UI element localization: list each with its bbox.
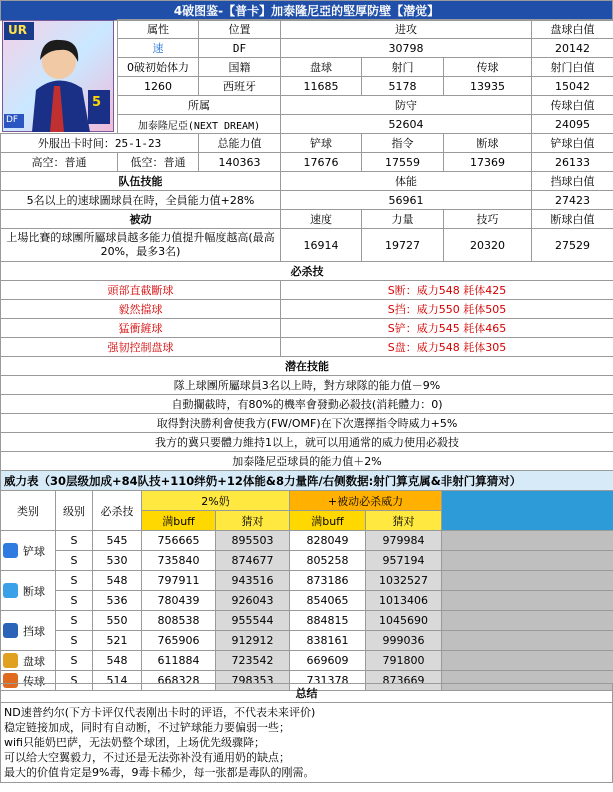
- speed-header: 速度: [281, 210, 362, 229]
- power-row-value-4: 957194: [366, 551, 442, 571]
- power-row-value-2: 943516: [216, 571, 290, 591]
- power-row-value-4: 873669: [366, 671, 442, 691]
- sub-header-3: 满buff: [290, 511, 366, 531]
- tackle-header: 铲球: [281, 134, 362, 153]
- intercept-white-header: 断球白值: [532, 210, 613, 229]
- power-row-value-1: 611884: [142, 651, 216, 671]
- power-row-spacer: [442, 571, 613, 591]
- shoot-value: 5178: [362, 77, 444, 96]
- power-row-level: S: [56, 571, 93, 591]
- sub-header-1: 满buff: [142, 511, 216, 531]
- card-position-label: DF: [6, 115, 19, 125]
- dribble-icon: [3, 653, 18, 668]
- power-row: [1, 571, 613, 591]
- power-row-value-3: 731378: [290, 671, 366, 691]
- defense-header: 防守: [281, 96, 532, 115]
- pass-header: 传球: [444, 58, 532, 77]
- power-row-value-1: 797911: [142, 571, 216, 591]
- initial-stamina-value: 1260: [118, 77, 199, 96]
- position-header: 位置: [199, 20, 281, 39]
- power-row-category: [1, 531, 56, 571]
- power-row-value-1: 808538: [142, 611, 216, 631]
- power-row-value-2: 798353: [216, 671, 290, 691]
- special-move-4-stat: S盘：威力548 耗体305: [281, 338, 613, 357]
- special-skill-label: 必杀技: [1, 262, 613, 281]
- power-row-value-4: 999036: [366, 631, 442, 651]
- high-ball-value: 高空：普通: [1, 153, 118, 172]
- attribute-value: 速: [118, 39, 199, 58]
- tackle-value: 17676: [281, 153, 362, 172]
- power-row-category: [1, 571, 56, 611]
- dribble-header: 盘球: [281, 58, 362, 77]
- power-row-move: 548: [93, 651, 142, 671]
- power-row-value-2: 723542: [216, 651, 290, 671]
- power-row-category-label: 传球: [23, 674, 45, 688]
- col-type-header: 类别: [1, 491, 56, 531]
- sub-header-4: 猜对: [366, 511, 442, 531]
- power-row: [1, 631, 613, 651]
- tackle-white-value: 26133: [532, 153, 613, 172]
- power-row-value-4: 1013406: [366, 591, 442, 611]
- stamina-value: 56961: [281, 191, 532, 210]
- nationality-value: 西班牙: [199, 77, 281, 96]
- initial-stamina-header: 0破初始体力: [118, 58, 199, 77]
- power-row-level: S: [56, 631, 93, 651]
- tackle-white-header: 铲球白值: [532, 134, 613, 153]
- card-jersey-number: 5: [92, 95, 102, 110]
- power-row-value-1: 765906: [142, 631, 216, 651]
- power-row-value-2: 895503: [216, 531, 290, 551]
- card-rarity-label: UR: [8, 23, 27, 37]
- intercept-value: 17369: [444, 153, 532, 172]
- power-row-spacer: [442, 551, 613, 571]
- power-row-move: 536: [93, 591, 142, 611]
- power-table: [0, 470, 613, 691]
- special-move-1-name: 頭部直截斷球: [1, 281, 281, 300]
- position-value: DF: [199, 39, 281, 58]
- group-1-header: 2%奶: [142, 491, 290, 511]
- power-row-value-4: 979984: [366, 531, 442, 551]
- summary-line-4: 可以给大空翼毅力，不过还是无法弥补没有通用奶的缺点；: [4, 751, 290, 764]
- power-row-category: [1, 611, 56, 651]
- power-row-move: 521: [93, 631, 142, 651]
- intercept-header: 断球: [444, 134, 532, 153]
- stamina-header: 体能: [281, 172, 532, 191]
- power-row-spacer: [442, 591, 613, 611]
- power-row-spacer: [442, 631, 613, 651]
- intercept-icon: [3, 583, 18, 598]
- summary-label: 总结: [1, 684, 613, 703]
- block-white-header: 挡球白值: [532, 172, 613, 191]
- shoot-white-header: 射门白值: [532, 58, 613, 77]
- attack-header: 进攻: [281, 20, 532, 39]
- basic-stats-table: [117, 19, 613, 134]
- power-row-level: S: [56, 531, 93, 551]
- summary-line-3: wifi只能奶巴萨，无法奶整个球团，上场优先级骤降；: [4, 736, 265, 749]
- power-row-value-1: 668328: [142, 671, 216, 691]
- group-2-header: +被动必杀威力: [290, 491, 442, 511]
- block-icon: [3, 623, 18, 638]
- command-value: 17559: [362, 153, 444, 172]
- power-row-category: [1, 651, 56, 671]
- power-row-category-label: 铲球: [23, 544, 45, 558]
- latent-line-2: 自動攔截時，有80%的機率會發動必殺技(消耗體力：0): [1, 395, 613, 414]
- power-row-move: 548: [93, 571, 142, 591]
- player-card-image: [2, 20, 114, 132]
- power-row-value-3: 828049: [290, 531, 366, 551]
- latent-line-4: 我方的冀只要體力維持1以上，就可以用通常的威力使用必殺技: [1, 433, 613, 452]
- special-move-3-name: 猛衝鏟球: [1, 319, 281, 338]
- power-row-move: 514: [93, 671, 142, 691]
- nationality-header: 国籍: [199, 58, 281, 77]
- latent-skill-label: 潜在技能: [1, 357, 613, 376]
- latent-line-3: 取得對決勝利會使我方(FW/OMF)在下次選擇指令時威力+5%: [1, 414, 613, 433]
- defense-value: 52604: [281, 115, 532, 134]
- detail-stats-table: [0, 133, 613, 471]
- special-move-2-stat: S挡：威力550 耗体505: [281, 300, 613, 319]
- power-value: 19727: [362, 229, 444, 262]
- power-row-value-2: 955544: [216, 611, 290, 631]
- power-row-value-2: 874677: [216, 551, 290, 571]
- power-row-spacer: [442, 531, 613, 551]
- power-row-level: S: [56, 611, 93, 631]
- power-row-value-1: 756665: [142, 531, 216, 551]
- power-row-value-4: 1045690: [366, 611, 442, 631]
- summary-line-5: 最大的价值肯定是9%毒，9毒卡稀少，每一张都是毒队的刚需。: [4, 766, 315, 779]
- sub-header-2: 猜对: [216, 511, 290, 531]
- power-header: 力量: [362, 210, 444, 229]
- intercept-white-value: 27529: [532, 229, 613, 262]
- low-ball-value: 低空：普通: [118, 153, 199, 172]
- power-table-title: 威力表（30层级加成+84队技+110绊奶+12体能&8力量阵/右侧数据:射门算克属&非射门算猜对）: [1, 471, 613, 491]
- special-move-3-stat: S铲：威力545 耗体465: [281, 319, 613, 338]
- summary-body: [0, 703, 613, 783]
- attack-value: 30798: [281, 39, 532, 58]
- power-row: [1, 591, 613, 611]
- power-row-level: S: [56, 551, 93, 571]
- power-row-value-3: 805258: [290, 551, 366, 571]
- power-row-category-label: 挡球: [23, 624, 45, 638]
- tackle-icon: [3, 543, 18, 558]
- total-power-header: 总能力值: [199, 134, 281, 153]
- attribute-header: 属性: [118, 20, 199, 39]
- team-value: 加泰隆尼亞(NEXT DREAM): [118, 115, 281, 134]
- power-row-value-4: 791800: [366, 651, 442, 671]
- pass-white-header: 传球白值: [532, 96, 613, 115]
- power-row-category-label: 断球: [23, 584, 45, 598]
- power-row-value-3: 884815: [290, 611, 366, 631]
- power-row-spacer: [442, 651, 613, 671]
- summary-line-2: 稳定链接加成，同时有自动断，不过铲球能力要偏弱一些；: [4, 721, 290, 734]
- power-row-value-2: 912912: [216, 631, 290, 651]
- power-row-value-1: 735840: [142, 551, 216, 571]
- team-skill-label: 队伍技能: [1, 172, 281, 191]
- pass-white-value: 24095: [532, 115, 613, 134]
- pass-value: 13935: [444, 77, 532, 96]
- team-skill-desc: 5名以上的速球圖球員在時，全員能力值+28%: [1, 191, 281, 210]
- col-level-header: 级别: [56, 491, 93, 531]
- summary-section: [0, 683, 613, 783]
- power-row-value-3: 669609: [290, 651, 366, 671]
- power-row-value-3: 838161: [290, 631, 366, 651]
- page-title: 4破图鉴-【普卡】加泰隆尼亞的堅厚防壁【潜觉】: [1, 1, 613, 21]
- power-row-level: S: [56, 651, 93, 671]
- power-row-value-3: 873186: [290, 571, 366, 591]
- power-row: [1, 651, 613, 671]
- shoot-white-value: 15042: [532, 77, 613, 96]
- special-move-2-name: 毅然擋球: [1, 300, 281, 319]
- total-power-value: 140363: [199, 153, 281, 172]
- power-row: [1, 531, 613, 551]
- power-row: [1, 611, 613, 631]
- power-row-category-label: 盘球: [23, 654, 45, 668]
- speed-value: 16914: [281, 229, 362, 262]
- col-move-header: 必杀技: [93, 491, 142, 531]
- passive-desc: 上場比賽的球團所屬球員越多能力值提升幅度越高(最高20%，最多3名): [1, 229, 281, 262]
- block-white-value: 27423: [532, 191, 613, 210]
- dribble-white-value: 20142: [532, 39, 613, 58]
- dribble-white-header: 盘球白值: [532, 20, 613, 39]
- power-row: [1, 551, 613, 571]
- power-row-move: 545: [93, 531, 142, 551]
- power-row-move: 550: [93, 611, 142, 631]
- special-move-4-name: 强韧控制盘球: [1, 338, 281, 357]
- shoot-header: 射门: [362, 58, 444, 77]
- power-row-level: S: [56, 591, 93, 611]
- release-date: 外服出卡时间：25-1-23: [1, 134, 199, 153]
- power-row-value-3: 854065: [290, 591, 366, 611]
- power-row-spacer: [442, 611, 613, 631]
- latent-line-5: 加泰隆尼亞球員的能力值＋2%: [1, 452, 613, 471]
- technique-header: 技巧: [444, 210, 532, 229]
- special-move-1-stat: S断：威力548 耗体425: [281, 281, 613, 300]
- title-bar: [0, 0, 613, 21]
- technique-value: 20320: [444, 229, 532, 262]
- power-row-level: S: [56, 671, 93, 691]
- team-header: 所属: [118, 96, 281, 115]
- command-header: 指令: [362, 134, 444, 153]
- power-row-value-4: 1032527: [366, 571, 442, 591]
- latent-line-1: 隊上球團所屬球員3名以上時，對方球隊的能力值－9%: [1, 376, 613, 395]
- power-row-value-2: 926043: [216, 591, 290, 611]
- power-row-value-1: 780439: [142, 591, 216, 611]
- summary-line-1: ND速普约尔(下方卡评仅代表刚出卡时的评语，不代表未来评价): [4, 706, 316, 719]
- dribble-value: 11685: [281, 77, 362, 96]
- passive-label: 被动: [1, 210, 281, 229]
- power-row-move: 530: [93, 551, 142, 571]
- blue-spacer: [442, 491, 613, 531]
